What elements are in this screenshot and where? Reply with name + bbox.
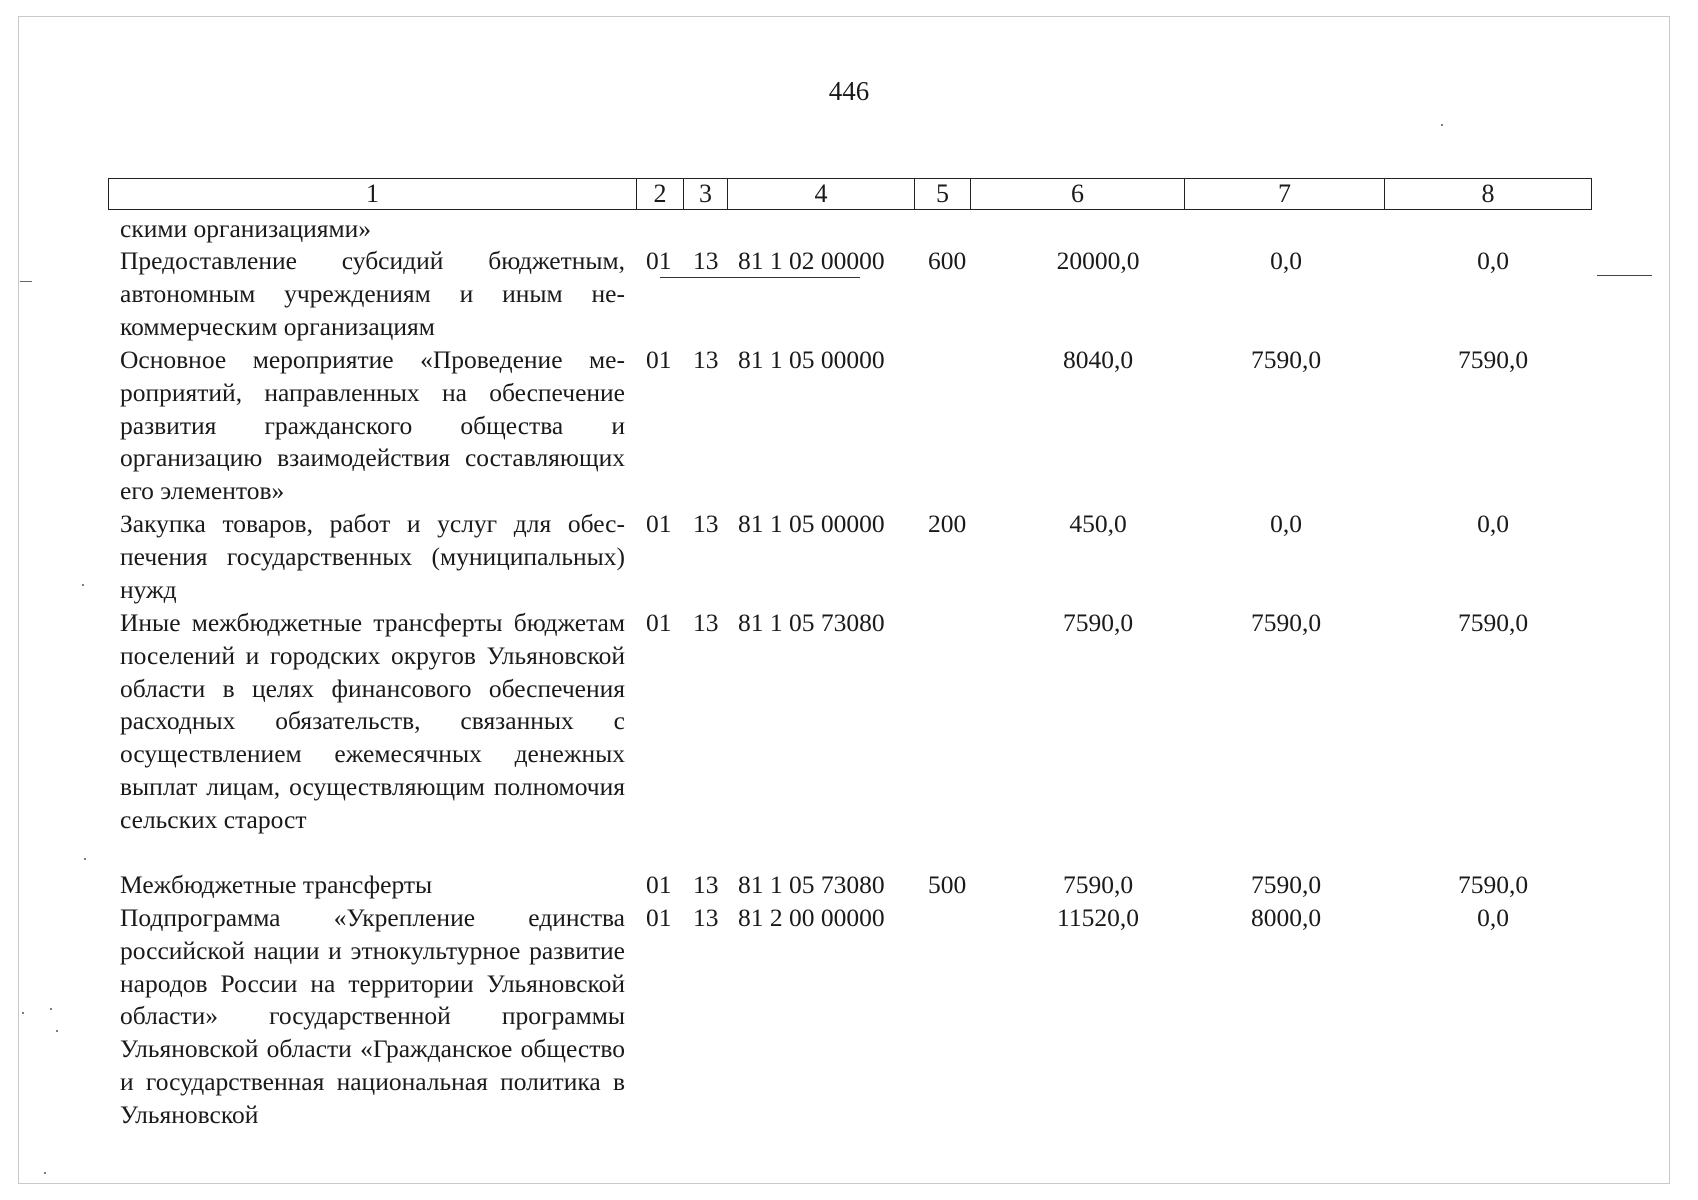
- row-2-section: 01: [646, 345, 672, 374]
- row-4-amount-8: 7590,0: [1457, 608, 1529, 637]
- row-3-subsection: 13: [693, 509, 719, 538]
- row-1-target-code: 81 1 02 00000: [738, 246, 885, 275]
- row-6-amount-7: 8000,0: [1250, 903, 1322, 932]
- row-2-amount-6: 8040,0: [1062, 345, 1134, 374]
- scan-speck: [82, 584, 84, 586]
- row-6-section: 01: [646, 903, 672, 932]
- row-1-expense-type: 600: [928, 246, 967, 275]
- scan-speck: [22, 1012, 24, 1014]
- row-3-name: Закупка товаров, работ и услуг для обеспечения государственных (муниципальных) нужд: [120, 509, 625, 604]
- row-1-amount-6: 20000,0: [1056, 246, 1140, 275]
- row-1-amount-7: 0,0: [1270, 246, 1302, 275]
- page-number: 446: [828, 76, 870, 106]
- row-2-amount-8: 7590,0: [1457, 345, 1529, 374]
- column-header-2: 2: [637, 179, 684, 210]
- row-4-name: Иные межбюджетные трансферты бюджетам поселений и городских округов Ульяновской области в целях финансового обеспечения расходных обязательств, связанных с осуществлением ежемесячных денежных выплат лицам, осуществляющим полномочия сельских старост: [120, 608, 625, 834]
- scan-speck: [44, 1172, 46, 1174]
- row-1-name: Предоставление субсидий бюджетным, автономным учреждениям и иным некоммерческим организациям: [120, 246, 625, 341]
- column-header-1: 1: [109, 179, 637, 210]
- row-4-amount-6: 7590,0: [1062, 608, 1134, 637]
- column-header-6: 6: [971, 179, 1185, 210]
- column-header-row: [109, 179, 1592, 210]
- row-5-amount-8: 7590,0: [1457, 870, 1529, 899]
- scan-speck: [1441, 124, 1443, 126]
- row-4-amount-7: 7590,0: [1250, 608, 1322, 637]
- scan-speck: [50, 1008, 52, 1010]
- column-header-8: 8: [1385, 179, 1592, 210]
- row-5-name: Межбюджетные трансферты: [120, 870, 433, 899]
- scan-speck: [56, 1030, 58, 1032]
- row-1-section: 01: [646, 246, 672, 275]
- scan-mark-left: [20, 281, 32, 282]
- row-3-expense-type: 200: [928, 509, 967, 538]
- scan-speck: [84, 858, 86, 860]
- row-5-amount-6: 7590,0: [1062, 870, 1134, 899]
- row-2-name: Основное мероприятие «Проведение мероприятий, направленных на обеспечение развития гражданского общества и организацию взаимодействия составляющих его элементов»: [120, 345, 625, 506]
- row-2-amount-7: 7590,0: [1250, 345, 1322, 374]
- row-2-target-code: 81 1 05 00000: [738, 345, 885, 374]
- row-5-target-code: 81 1 05 73080: [738, 870, 885, 899]
- row-4-subsection: 13: [693, 608, 719, 637]
- column-header-7: 7: [1185, 179, 1385, 210]
- row-3-target-code: 81 1 05 00000: [738, 509, 885, 538]
- row-4-target-code: 81 1 05 73080: [738, 608, 885, 637]
- column-header-3: 3: [684, 179, 728, 210]
- column-header-table: [108, 178, 1592, 210]
- row-6-amount-8: 0,0: [1477, 903, 1509, 932]
- row-5-subsection: 13: [693, 870, 719, 899]
- row-3-amount-7: 0,0: [1270, 509, 1302, 538]
- column-header-4: 4: [728, 179, 915, 210]
- row-1-amount-8: 0,0: [1477, 246, 1509, 275]
- row-2-subsection: 13: [693, 345, 719, 374]
- row-6-subsection: 13: [693, 903, 719, 932]
- row-3-amount-6: 450,0: [1069, 509, 1127, 538]
- row-5-amount-7: 7590,0: [1250, 870, 1322, 899]
- row-1-subsection: 13: [693, 246, 719, 275]
- row-3-section: 01: [646, 509, 672, 538]
- row-6-amount-6: 11520,0: [1057, 903, 1139, 932]
- column-header-5: 5: [915, 179, 971, 210]
- pen-underline-mark: [660, 277, 860, 278]
- row-4-section: 01: [646, 608, 672, 637]
- row-6-target-code: 81 2 00 00000: [738, 903, 885, 932]
- scan-mark-right: [1597, 275, 1652, 276]
- row-5-section: 01: [646, 870, 672, 899]
- row-6-name: Подпрограмма «Укрепление единства российской нации и этнокультурное развитие народов России на территории Ульяновской области» государственной программы Ульяновской области «Гражданское общество и государственная национальная политика в Ульяновской: [120, 903, 625, 1129]
- row-5-expense-type: 500: [928, 870, 967, 899]
- row-3-amount-8: 0,0: [1477, 509, 1509, 538]
- row-0-name: скими организациями»: [120, 214, 372, 243]
